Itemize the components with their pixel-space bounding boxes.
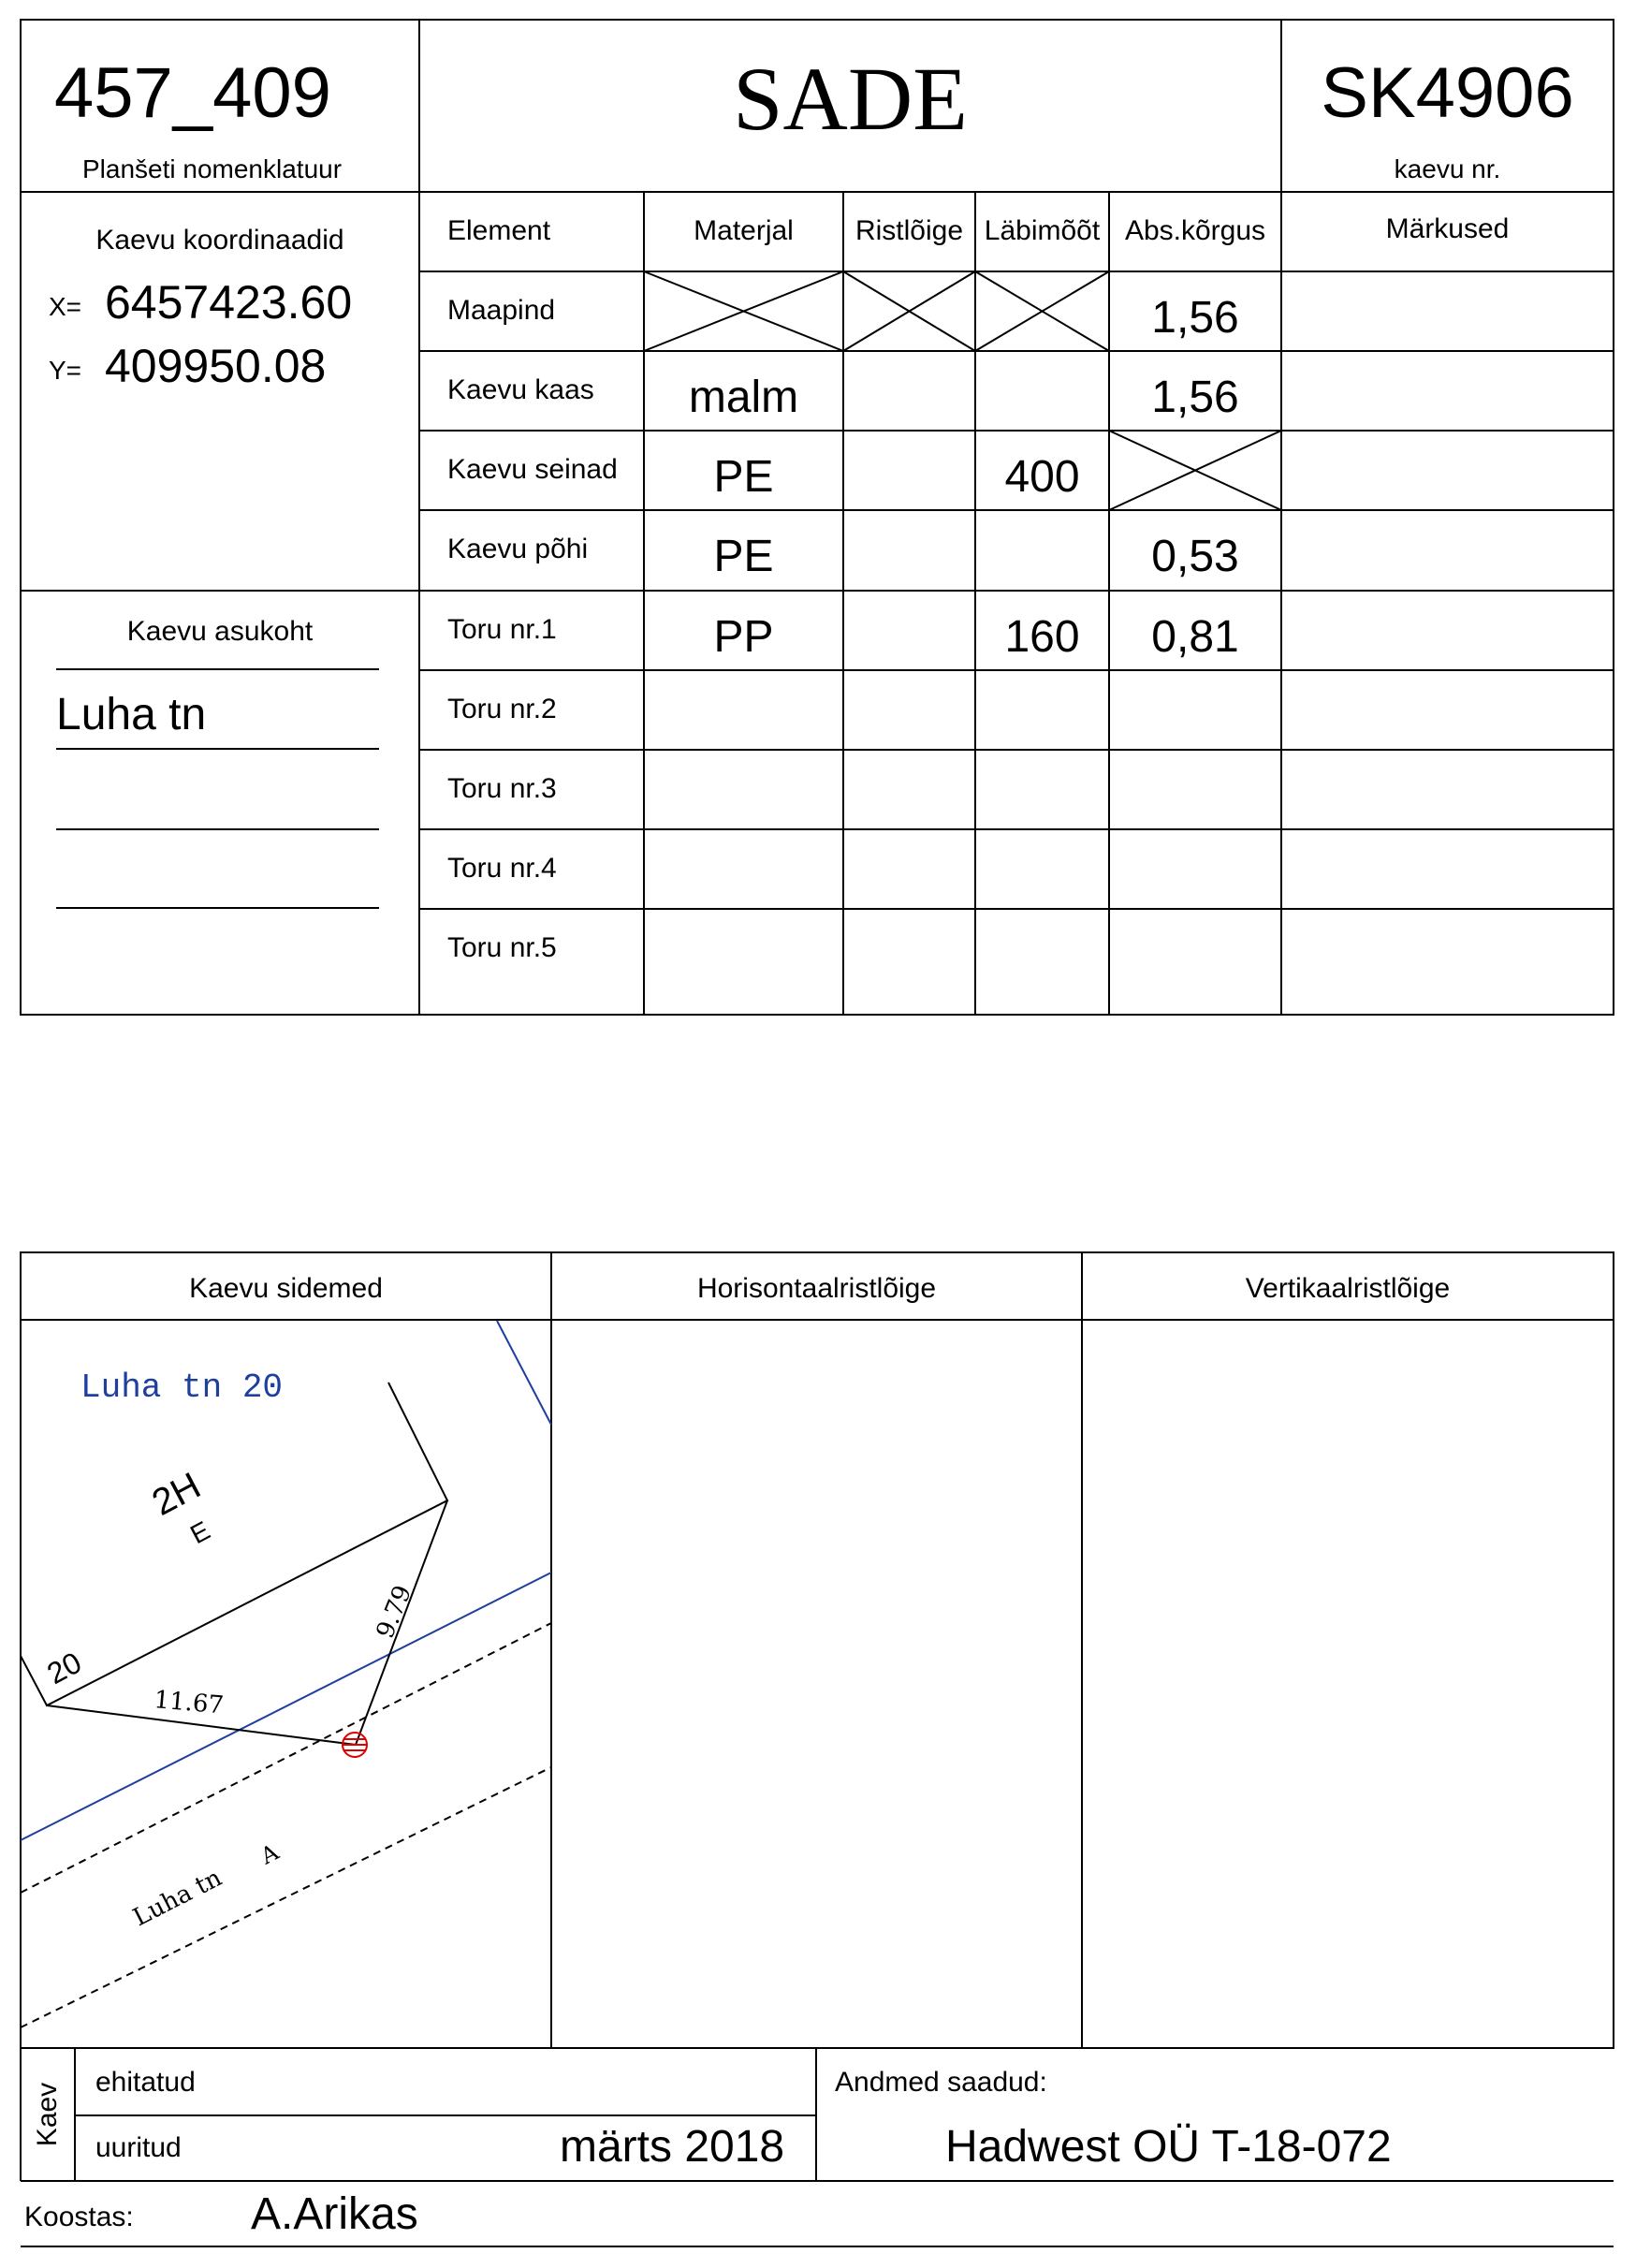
sketch-address: Luha tn 20 (80, 1368, 284, 1407)
source-label: Andmed saadud: (835, 2067, 1047, 2098)
y-label: Y= (49, 356, 82, 385)
building-sub: E (185, 1515, 215, 1550)
row-element-label: Toru nr.5 (447, 932, 557, 963)
col-element: Element (447, 215, 551, 246)
street-label: Luha tn (128, 1864, 226, 1933)
col-labimoot: Läbimõõt (984, 215, 1101, 246)
sheet-number: 457_409 (54, 53, 331, 133)
well-symbol (343, 1733, 367, 1757)
well-caption: kaevu nr. (1394, 154, 1501, 183)
x-value: 6457423.60 (105, 276, 353, 329)
surveyed-value: märts 2018 (560, 2122, 785, 2172)
x-label: X= (49, 292, 82, 321)
sheet-caption: Planšeti nomenklatuur (82, 154, 343, 183)
cell-abs-korgus: 1,56 (1151, 293, 1239, 343)
col-kaevu-sidemed: Kaevu sidemed (189, 1273, 383, 1304)
corner-label: 20 (41, 1645, 87, 1691)
cell-labimoot: 160 (1004, 612, 1080, 662)
row-element-label: Kaevu seinad (447, 454, 618, 485)
street-boundary (21, 1573, 551, 1840)
col-ristloige: Ristlõige (855, 215, 964, 246)
row-element-label: Toru nr.2 (447, 694, 557, 724)
cell-materjal: PP (713, 612, 774, 662)
row-element-label: Maapind (447, 295, 556, 326)
cell-labimoot: 400 (1004, 452, 1080, 502)
row-element-label: Toru nr.1 (447, 614, 557, 645)
street-edge-north (21, 1623, 551, 1893)
street-edge-south (21, 1767, 551, 2027)
location-line-1: Luha tn (56, 690, 207, 739)
row-element-label: Toru nr.3 (447, 773, 557, 804)
coordinates-title: Kaevu koordinaadid (95, 225, 344, 256)
network-title: SADE (733, 49, 968, 149)
source-value: Hadwest OÜ T-18-072 (945, 2122, 1392, 2172)
col-vertikaalristloige: Vertikaalristlõige (1245, 1273, 1451, 1304)
street-class: A (256, 1838, 284, 1870)
row-element-label: Toru nr.4 (447, 853, 557, 884)
y-value: 409950.08 (105, 340, 327, 392)
author-label: Koostas: (24, 2202, 134, 2232)
col-abs-korgus: Abs.kõrgus (1124, 215, 1266, 246)
col-materjal: Materjal (694, 215, 794, 246)
parcel-boundary (497, 1321, 551, 1425)
distance-2: 9.79 (371, 1581, 418, 1643)
location-title: Kaevu asukoht (126, 616, 314, 647)
well-number: SK4906 (1321, 53, 1574, 133)
cell-abs-korgus: 1,56 (1151, 373, 1239, 422)
col-markused: Märkused (1385, 213, 1510, 244)
cell-materjal: malm (688, 373, 799, 422)
cell-abs-korgus: 0,81 (1151, 612, 1239, 662)
building-code: 2H (145, 1465, 208, 1524)
author-value: A.Arikas (251, 2189, 418, 2239)
ties-sketch (21, 1321, 551, 2027)
footer-side-label: Kaev (32, 2082, 63, 2147)
row-element-label: Kaevu kaas (447, 374, 594, 405)
distance-1: 11.67 (153, 1686, 226, 1720)
row-element-label: Kaevu põhi (447, 534, 589, 564)
surveyed-label: uuritud (95, 2132, 182, 2163)
cell-materjal: PE (713, 452, 774, 502)
col-horisontaalristloige: Horisontaalristlõige (696, 1273, 937, 1304)
cell-abs-korgus: 0,53 (1151, 532, 1239, 581)
cell-materjal: PE (713, 532, 774, 581)
built-label: ehitatud (95, 2067, 196, 2098)
